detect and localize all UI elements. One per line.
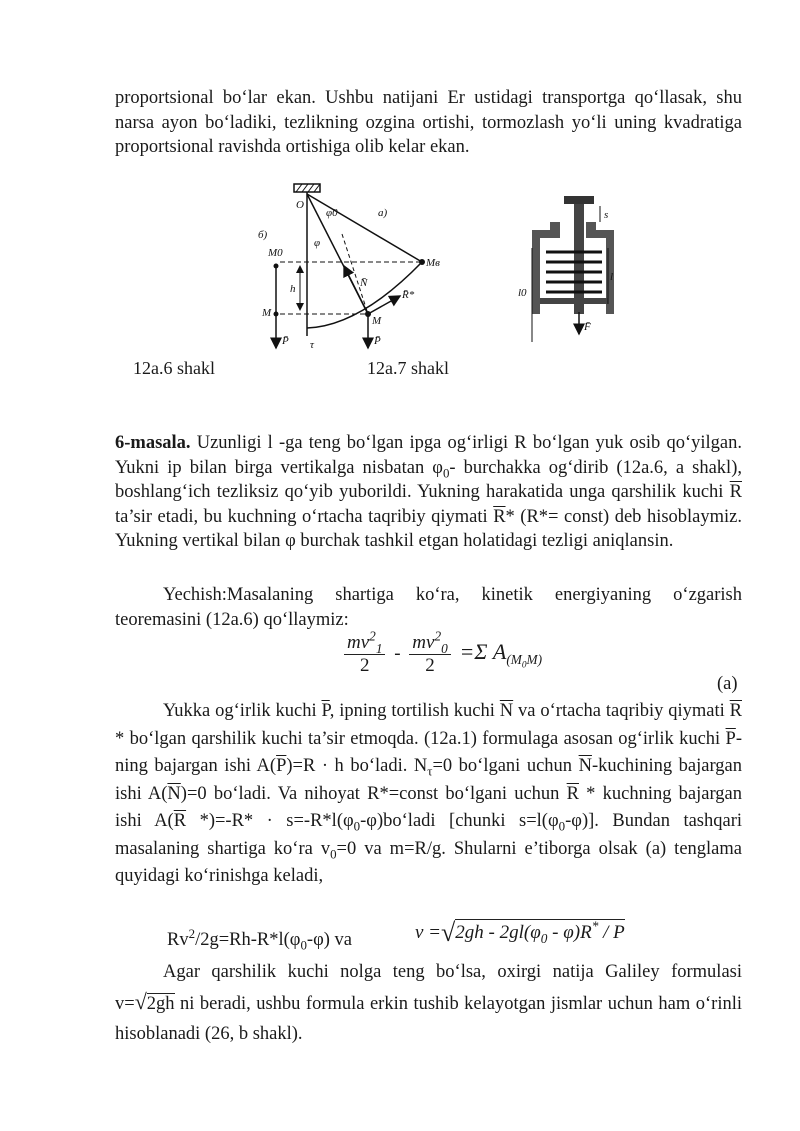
body-paragraph: Yukka og‘irlik kuchi $\overline{P}$, ipning tortilish kuchi $\overline{N}$ va o‘rtacha taqribiy qiymati $\overline{R}$ * bo‘lgan qarshilik kuchi ta’sir etmoqda. (12a.1) formulaga asosan og‘irlik kuchi $\overline{P}$-ning bajargan ishi $A(\overline{P})=R \cdot h$ bo‘ladi. $N_\tau=0$ bo‘lgani uchun $\overline{N}$-kuchining bajargan ishi $A(\overline{N})=0$ bo‘ladi. Va nihoyat R*=const bo‘lgani uchun $\overline{R}$ * kuchning bajargan ishi $A(\overline{R}$ $*)=-R* \cdot s=-R*l(\varphi_0-\varphi)bo‘ladi$ [chunki $s=l(\varphi_0-\varphi)$]. Bundan tashqari masalaning shartiga ko‘ra $v_0=0$ va m=R/g. Shularni e’tiborga olsak (a) tenglama quyidagi ko‘rinishga keladi, [115,701,743,886]
equation-b-left: $Rv^2/2g=Rh-R*l(\varphi_0-\varphi)$ va [167,925,353,953]
label-l0: l0 [518,287,527,299]
label-s: s [604,209,609,221]
equation-b-right: $v =√2gh - 2gl(\varphi_0 - \varphi)R^* / P$ [415,918,625,947]
label-M-left: M [262,307,272,319]
caption-12a7: 12a.7 shakl [367,358,449,378]
label-F: F̄ [584,321,591,333]
problem-title: 6-masala. [115,433,191,453]
label-P-left: P̄ [282,335,289,347]
label-N: N̄ [360,277,368,289]
equation-a-label: (a) [717,674,738,694]
label-R: R̄* [402,289,415,301]
label-h: h [290,283,296,295]
equation-a: $\frac{mv^2_1}{2}$ - $\frac{mv^2_0}{2}$ =Σ $A_{(M_0M)}$ [340,632,542,677]
label-O: O [296,199,304,211]
label-P: P̄ [374,335,381,347]
label-phi0: φ0 [326,207,338,219]
label-tau: τ [310,339,314,351]
figure-12a6 [250,176,450,361]
label-M0: M0 [268,247,283,259]
label-a: a) [378,207,388,219]
problem-paragraph: 6-masala. Uzunligi l -ga teng bo‘lgan ipga og‘irligi R bo‘lgan yuk osib qo‘yilgan. Yukni ip bilan birga vertikalga nisbatan $\varphi_0-$ burchakka og‘dirib (12a.6, a shakl), boshlang‘ich tezliksiz qo‘yib yuborildi. Yukning harakatida unga qarshilik kuchi $\overline{R}$ ta’sir etadi, bu kuchning o‘rtacha taqribiy qiymati $\overline{R}*$ (R*= const) deb hisoblaymiz. Yukning vertikal bilan φ burchak tashkil etgan holatidagi tezligi aniqlansin. [115,433,743,551]
label-b: б) [258,229,268,241]
label-M: M [372,315,382,327]
caption-12a6: 12a.6 shakl [133,358,215,378]
solution-intro: Yechish:Masalaning shartiga ko‘ra, kinetik energiyaning o‘zgarish teoremasini (12a.6) qo‘llaymiz: [115,585,742,630]
label-Mb: Mв [426,257,440,269]
final-paragraph: Agar qarshilik kuchi nolga teng bo‘lsa, oxirgi natija Galiley formulasi v=√2gh ni beradi, ushbu formula erkin tushib kelayotgan jismlar uchun ham o‘rinli hisoblanadi (26, b shakl). [115,962,742,1044]
label-phi: φ [314,237,321,249]
intro-paragraph: proportsional bo‘lar ekan. Ushbu natijani Er ustidagi transportga qo‘llasak, shu narsa ayon bo‘ladiki, tezlikning ozgina ortishi, tormozlash yo‘li uning kvadratiga proportsional ravishda ortishiga olib kelar ekan. [115,88,742,157]
figure-12a7 [510,192,620,350]
label-l: l [610,271,614,283]
